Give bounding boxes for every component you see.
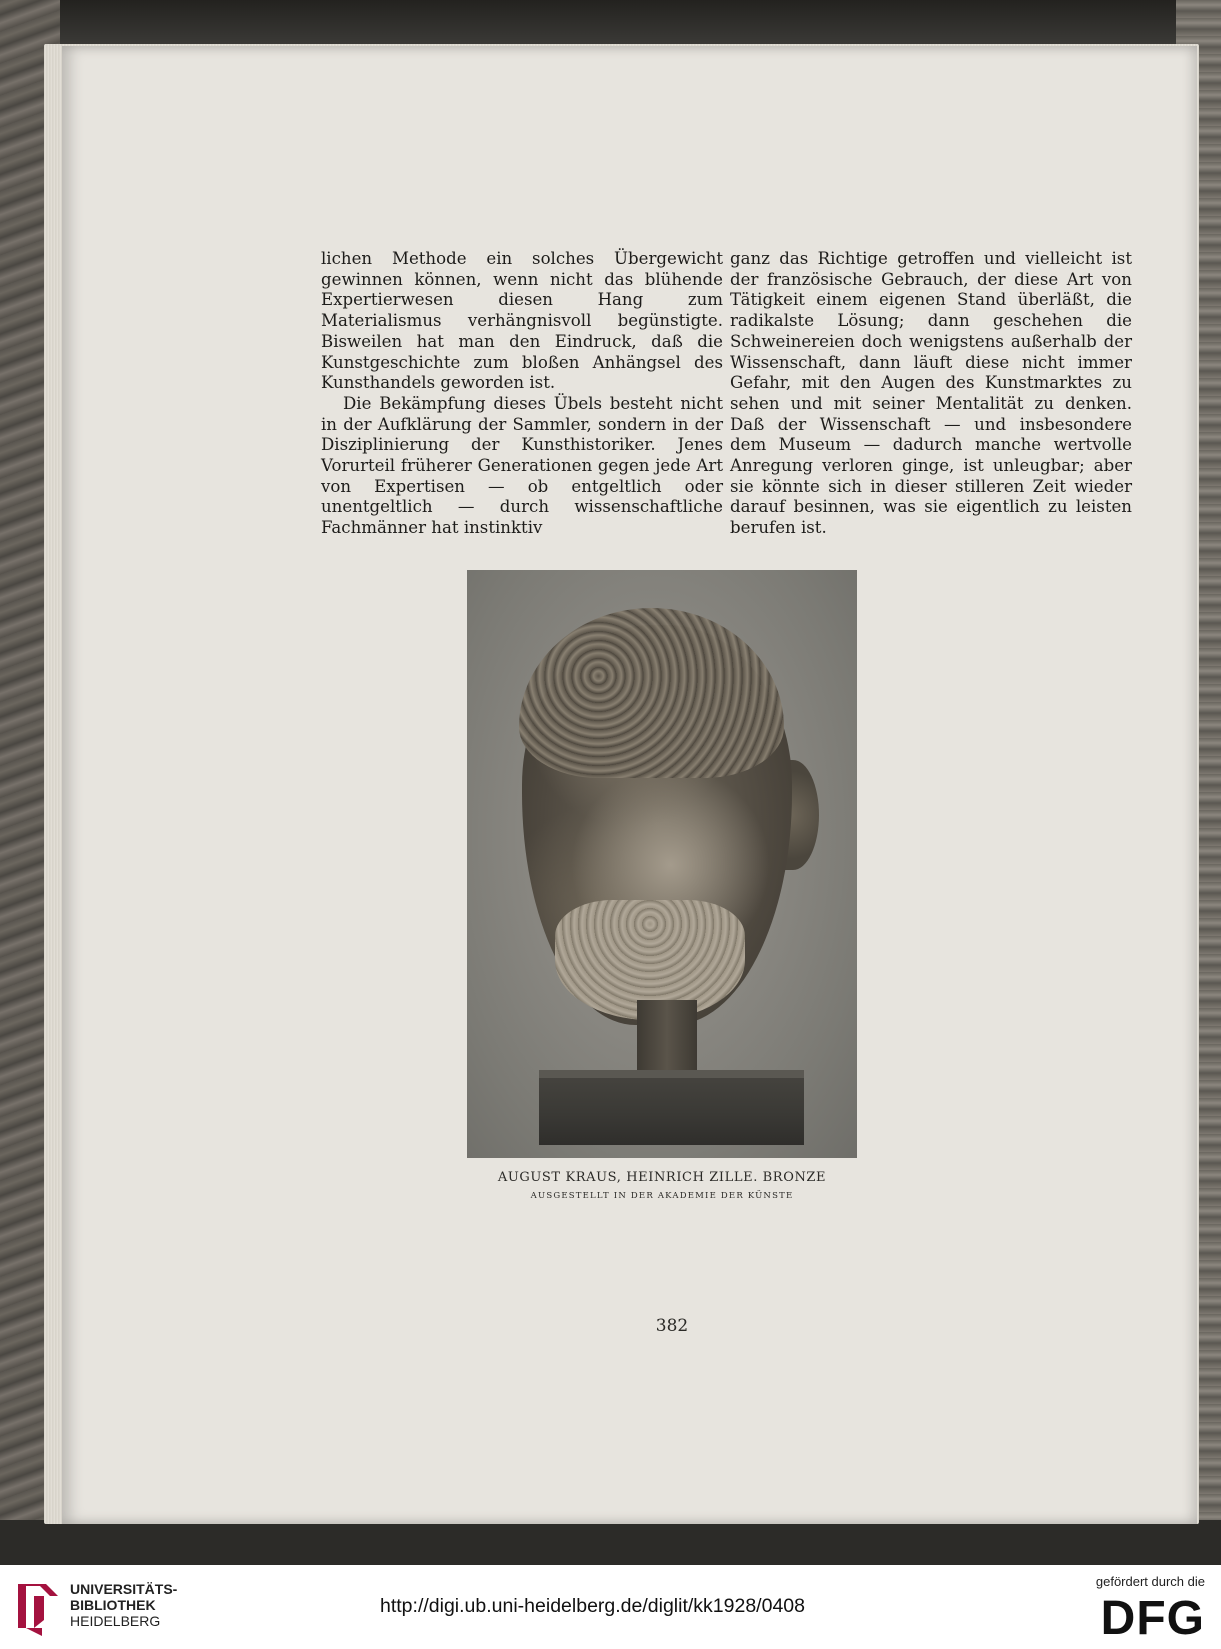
funding-label: gefördert durch die: [1095, 1574, 1205, 1589]
permalink-url[interactable]: http://digi.ub.uni-heidelberg.de/diglit/kk1928/0408: [380, 1595, 805, 1617]
library-line: BIBLIOTHEK: [70, 1597, 156, 1613]
bust-hair: [519, 608, 784, 778]
text-column-left: [321, 249, 723, 539]
university-library-logo-icon[interactable]: [14, 1578, 64, 1640]
page-number: 382: [655, 1316, 689, 1336]
text-column-right: [730, 249, 1132, 539]
book-cover-bottom: [0, 1520, 1221, 1565]
paragraph: lichen Methode ein solches Übergewicht gewinnen können, wenn nicht das blühende Expertierwesen diesen Hang zum Materialismus verhängnisvoll begünstigte. Bisweilen hat man den Eindruck, daß die Kunstgeschichte zum bloßen Anhängsel des Kunsthandels geworden ist.: [321, 249, 723, 393]
viewer-footer: [0, 1565, 1221, 1649]
paragraph: Die Bekämpfung dieses Übels besteht nicht in der Aufklärung der Sammler, sondern in der Disziplinierung der Kunsthistoriker. Jenes Vorurteil früherer Generationen gegen jede Art von Expertisen — ob entgeltlich oder unentgeltlich — durch wissenschaftliche Fachmänner hat instinktiv: [321, 393, 723, 538]
bust-photograph: [467, 570, 857, 1158]
bust-neck: [637, 1000, 697, 1075]
library-line: UNIVERSITÄTS-: [70, 1581, 178, 1597]
figure-caption: AUGUST KRAUS, HEINRICH ZILLE. BRONZE: [497, 1170, 827, 1185]
university-library-name[interactable]: [70, 1581, 177, 1629]
book-cover-top: [0, 0, 1221, 44]
dfg-logo[interactable]: DFG: [1100, 1592, 1205, 1645]
paragraph: ganz das Richtige getroffen und vielleicht ist der französische Gebrauch, der diese Art von Tätigkeit einem eigenen Stand überläßt, die radikalste Lösung; dann geschehen die Schweinereien doch wenigstens außerhalb der Wissenschaft, dann läuft diese nicht immer Gefahr, mit den Augen des Kunstmarktes zu sehen und mit seiner Mentalität zu denken. Daß der Wissenschaft — und insbesondere dem Museum — dadurch manche wertvolle Anregung verloren ginge, ist unleugbar; aber sie könnte sich in dieser stilleren Zeit wieder darauf besinnen, was sie eigentlich zu leisten berufen ist.: [730, 249, 1132, 538]
library-line: HEIDELBERG: [70, 1613, 161, 1629]
figure-subcaption: AUSGESTELLT IN DER AKADEMIE DER KÜNSTE: [530, 1191, 794, 1201]
bust-pedestal-top: [539, 1070, 804, 1078]
bust-pedestal: [539, 1070, 804, 1145]
